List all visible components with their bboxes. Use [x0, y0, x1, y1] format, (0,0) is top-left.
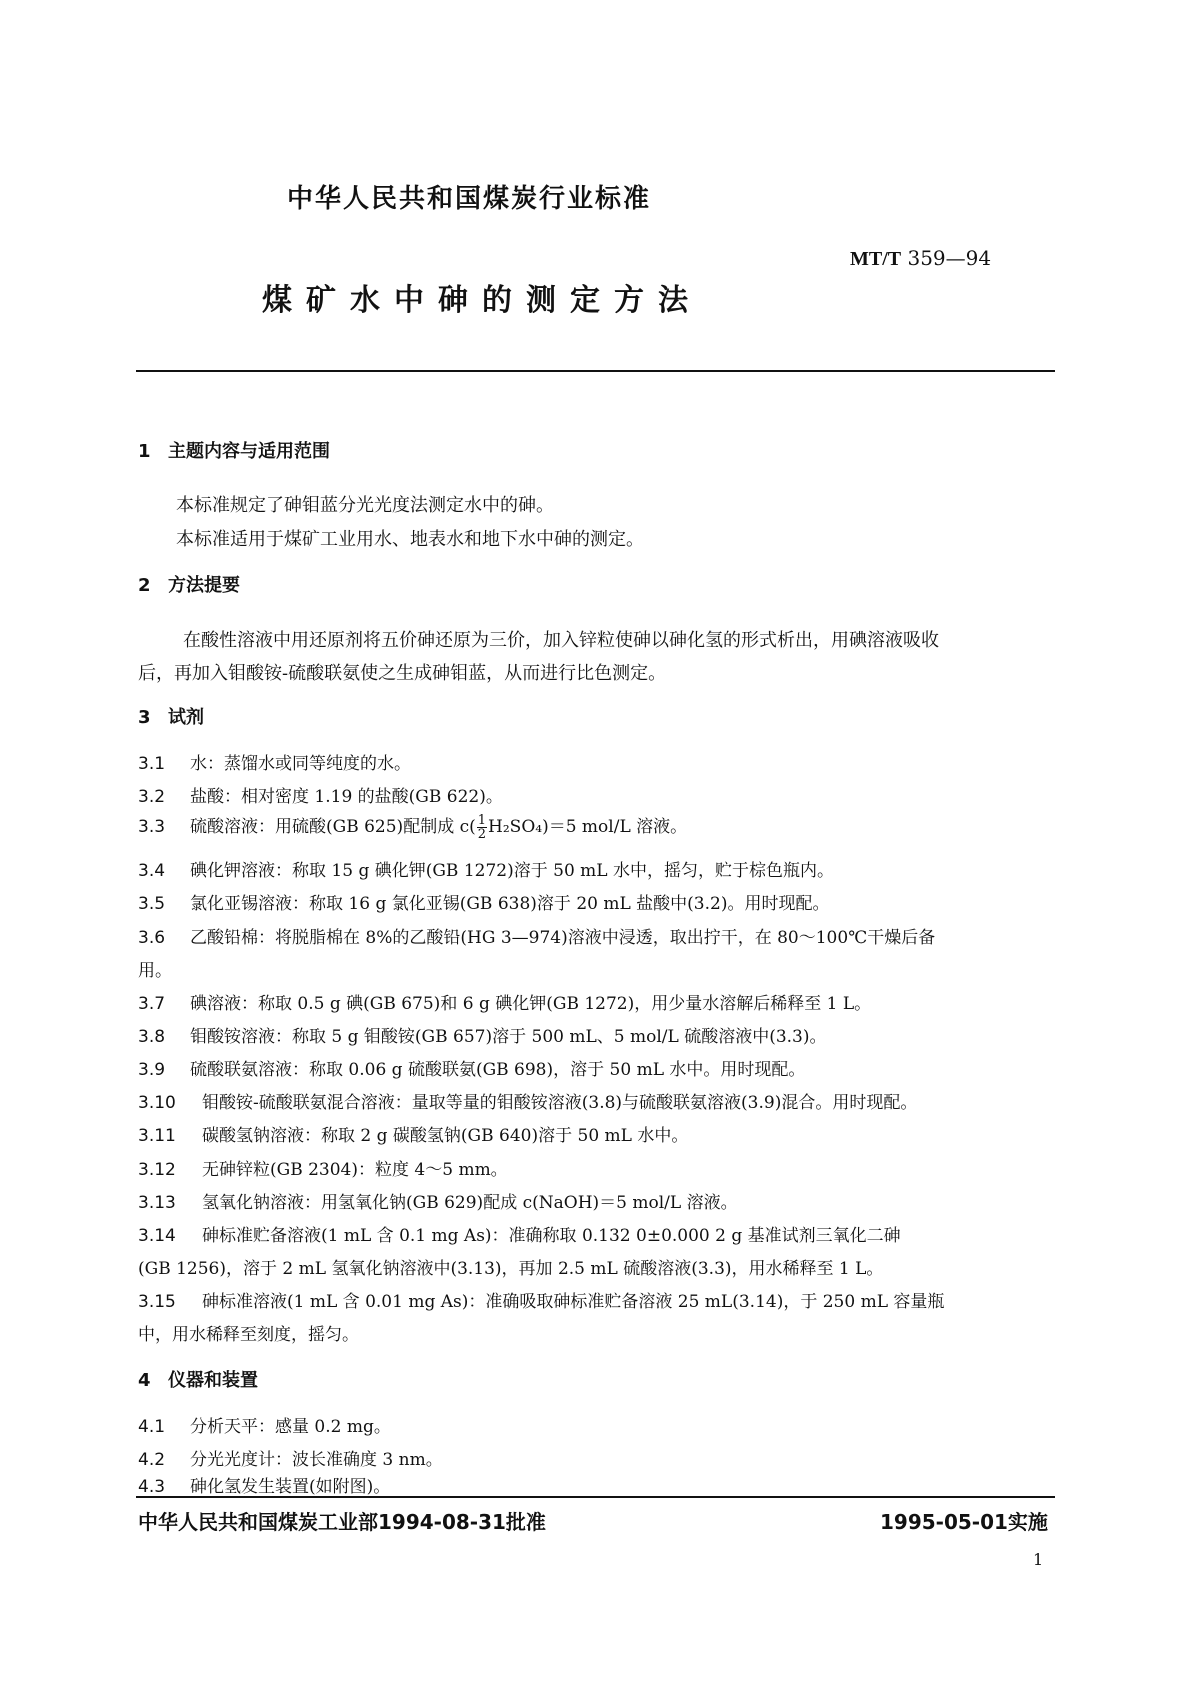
section-number: 3 [138, 707, 151, 728]
item-3-11: 3.11 碳酸氢钠溶液：称取 2 g 碳酸氢钠(GB 640)溶于 50 mL 水中。 [138, 1126, 689, 1146]
item-3-8: 3.8 钼酸铵溶液：称取 5 g 钼酸铵(GB 657)溶于 500 mL、5 mol/L 硫酸溶液中(3.3)。 [138, 1027, 827, 1047]
item-3-13: 3.13 氢氧化钠溶液：用氢氧化钠(GB 629)配成 c(NaOH)＝5 mol/L 溶液。 [138, 1193, 738, 1213]
item-3-6: 3.6 乙酸铅棉：将脱脂棉在 8%的乙酸铅(HG 3—974)溶液中浸透，取出拧干，在 80～100℃干燥后备 [138, 928, 936, 948]
item-3-15: 3.15 砷标准溶液(1 mL 含 0.01 mg As)：准确吸取砷标准贮备溶液 25 mL(3.14)，于 250 mL 容量瓶 [138, 1292, 945, 1312]
section-3-heading [138, 703, 204, 729]
footer-divider [136, 1496, 1055, 1498]
item-3-5: 3.5 氯化亚锡溶液：称取 16 g 氯化亚锡(GB 638)溶于 20 mL 盐酸中(3.2)。用时现配。 [138, 894, 830, 914]
item-3-14-cont: (GB 1256)，溶于 2 mL 氢氧化钠溶液中(3.13)，再加 2.5 mL 硫酸溶液(3.3)，用水稀释至 1 L。 [138, 1259, 884, 1279]
item-3-14: 3.14 砷标准贮备溶液(1 mL 含 0.1 mg As)：准确称取 0.132 0±0.000 2 g 基准试剂三氧化二砷 [138, 1226, 901, 1246]
item-3-4: 3.4 碘化钾溶液：称取 15 g 碘化钾(GB 1272)溶于 50 mL 水中，摇匀，贮于棕色瓶内。 [138, 861, 834, 881]
section-1-para-2: 本标准适用于煤矿工业用水、地表水和地下水中砷的测定。 [176, 529, 644, 550]
section-title: 方法提要 [168, 575, 240, 596]
page-number: 1 [1033, 1550, 1044, 1569]
item-4-2: 4.2 分光光度计：波长准确度 3 nm。 [138, 1450, 443, 1470]
standard-title: 中华人民共和国煤炭行业标准 [287, 184, 652, 214]
item-3-10: 3.10 钼酸铵-硫酸联氨混合溶液：量取等量的钼酸铵溶液(3.8)与硫酸联氨溶液(3.9)混合。用时现配。 [138, 1093, 918, 1113]
item-3-2: 3.2 盐酸：相对密度 1.19 的盐酸(GB 622)。 [138, 787, 503, 807]
item-4-3: 4.3 砷化氢发生装置(如附图)。 [138, 1477, 391, 1497]
section-1-para-1: 本标准规定了砷钼蓝分光光度法测定水中的砷。 [176, 495, 554, 516]
item-3-7: 3.7 碘溶液：称取 0.5 g 碘(GB 675)和 6 g 碘化钾(GB 1272)，用少量水溶解后稀释至 1 L。 [138, 994, 872, 1014]
section-number: 2 [138, 575, 151, 596]
item-3-15-cont: 中，用水稀释至刻度，摇匀。 [138, 1325, 359, 1345]
fraction: $\frac{1}{2}$ [477, 813, 487, 842]
item-3-9: 3.9 硫酸联氨溶液：称取 0.06 g 硫酸联氨(GB 698)，溶于 50 mL 水中。用时现配。 [138, 1060, 806, 1080]
header-divider [136, 370, 1055, 372]
section-1-heading [138, 437, 330, 463]
item-4-1: 4.1 分析天平：感量 0.2 mg。 [138, 1417, 391, 1437]
standard-code: MT/T [850, 248, 902, 270]
effective-date: 1995-05-01实施 [880, 1510, 1048, 1534]
section-2-para-line-1: 在酸性溶液中用还原剂将五价砷还原为三价，加入锌粒使砷以砷化氢的形式析出，用碘溶液吸收 [183, 630, 939, 651]
approval-line: 中华人民共和国煤炭工业部1994-08-31批准 [138, 1510, 546, 1534]
section-title: 仪器和装置 [168, 1370, 258, 1391]
document-title: 煤矿水中砷的测定方法 [262, 283, 702, 318]
section-2-para-line-2: 后，再加入钼酸铵-硫酸联氨使之生成砷钼蓝，从而进行比色测定。 [138, 663, 667, 684]
section-title: 主题内容与适用范围 [168, 441, 330, 462]
item-3-3: 3.3 硫酸溶液：用硫酸(GB 625)配制成 c( $\frac{1}{2}$ H₂SO₄)＝5 mol/L 溶液。 [138, 813, 688, 842]
section-2-heading [138, 571, 240, 597]
item-3-12: 3.12 无砷锌粒(GB 2304)：粒度 4～5 mm。 [138, 1160, 508, 1180]
standard-number [850, 246, 991, 271]
section-title: 试剂 [168, 707, 204, 728]
section-4-heading [138, 1366, 258, 1392]
section-number: 1 [138, 441, 151, 462]
section-number: 4 [138, 1370, 151, 1391]
item-3-6-cont: 用。 [138, 961, 172, 981]
item-3-1: 3.1 水：蒸馏水或同等纯度的水。 [138, 754, 411, 774]
standard-number-value: 359—94 [907, 246, 992, 270]
